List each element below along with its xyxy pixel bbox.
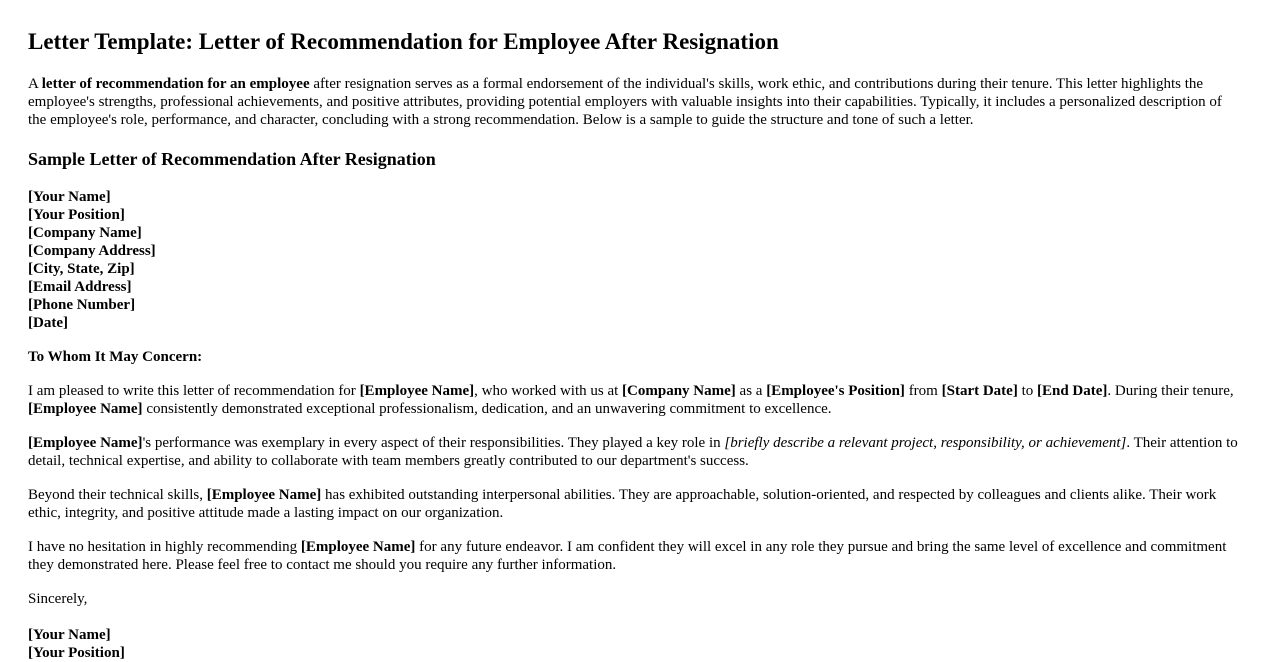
- placeholder-company-name: [Company Name]: [622, 383, 736, 399]
- sender-address: [Company Address]: [28, 243, 156, 259]
- signature-name: [Your Name]: [28, 627, 111, 643]
- text-run: 's performance was exemplary in every aspect of their responsibilities. They played a key role in: [142, 435, 725, 451]
- intro-prefix: A: [28, 76, 42, 92]
- sender-position: [Your Position]: [28, 207, 125, 223]
- signature-block: [28, 626, 125, 662]
- placeholder-end-date: [End Date]: [1037, 383, 1108, 399]
- letter-paragraph-1: [28, 382, 1243, 418]
- placeholder-employee-name: [Employee Name]: [206, 487, 322, 503]
- text-run: . During their tenure,: [1107, 383, 1234, 399]
- text-run: to: [1017, 383, 1037, 399]
- placeholder-employee-name: [Employee Name]: [300, 539, 416, 555]
- intro-paragraph: [28, 75, 1228, 129]
- sender-date: [Date]: [28, 315, 68, 331]
- sender-block: [28, 188, 156, 332]
- placeholder-employee-name: [Employee Name]: [359, 383, 475, 399]
- text-run: as a: [735, 383, 767, 399]
- salutation: To Whom It May Concern:: [28, 349, 203, 365]
- text-run: I have no hesitation in highly recommending: [28, 539, 301, 555]
- signature-position: [Your Position]: [28, 645, 125, 661]
- placeholder-employee-position: [Employee's Position]: [766, 383, 905, 399]
- sender-phone: [Phone Number]: [28, 297, 136, 313]
- intro-bold-phrase: letter of recommendation for an employee: [41, 76, 310, 92]
- letter-paragraph-2: [28, 434, 1250, 470]
- sample-heading: Sample Letter of Recommendation After Resignation: [28, 149, 436, 169]
- letter-paragraph-4: [28, 538, 1228, 574]
- page-title: Letter Template: Letter of Recommendation for Employee After Resignation: [28, 29, 779, 54]
- text-run: for any future endeavor. I am confident they will excel in any role they pursue and bring the same level of excellence and commitment they demonstrated here. Please feel free to contact me should you require any further information.: [28, 539, 1227, 573]
- text-run: has exhibited outstanding interpersonal abilities. They are approachable, solution-oriented, and respected by colleagues and clients alike. Their work ethic, integrity, and positive attitude made a lasting impact on our organization.: [28, 487, 1217, 521]
- sender-company: [Company Name]: [28, 225, 142, 241]
- letter-paragraph-3: [28, 486, 1243, 522]
- placeholder-employee-name: [Employee Name]: [28, 401, 143, 417]
- text-run: from: [904, 383, 942, 399]
- placeholder-start-date: [Start Date]: [941, 383, 1018, 399]
- text-run: consistently demonstrated exceptional professionalism, dedication, and an unwavering commitment to excellence.: [142, 401, 832, 417]
- sender-email: [Email Address]: [28, 279, 132, 295]
- text-run: Beyond their technical skills,: [28, 487, 207, 503]
- text-run: I am pleased to write this letter of recommendation for: [28, 383, 360, 399]
- closing: Sincerely,: [28, 591, 88, 607]
- sender-name: [Your Name]: [28, 189, 111, 205]
- placeholder-project-description: [briefly describe a relevant project, responsibility, or achievement]: [724, 435, 1127, 451]
- sender-city: [City, State, Zip]: [28, 261, 135, 277]
- text-run: , who worked with us at: [474, 383, 623, 399]
- intro-rest: after resignation serves as a formal endorsement of the individual's skills, work ethic, and contributions during their tenure. This letter highlights the employee's strengths, professional achievements, and positive attributes, providing potential employers with valuable insights into their capabilities. Typically, it includes a personalized description of the employee's role, performance, and character, concluding with a strong recommendation. Below is a sample to guide the structure and tone of such a letter.: [28, 76, 1222, 128]
- placeholder-employee-name: [Employee Name]: [28, 435, 143, 451]
- text-run: . Their attention to detail, technical expertise, and ability to collaborate with team members greatly contributed to our department's success.: [28, 435, 1238, 469]
